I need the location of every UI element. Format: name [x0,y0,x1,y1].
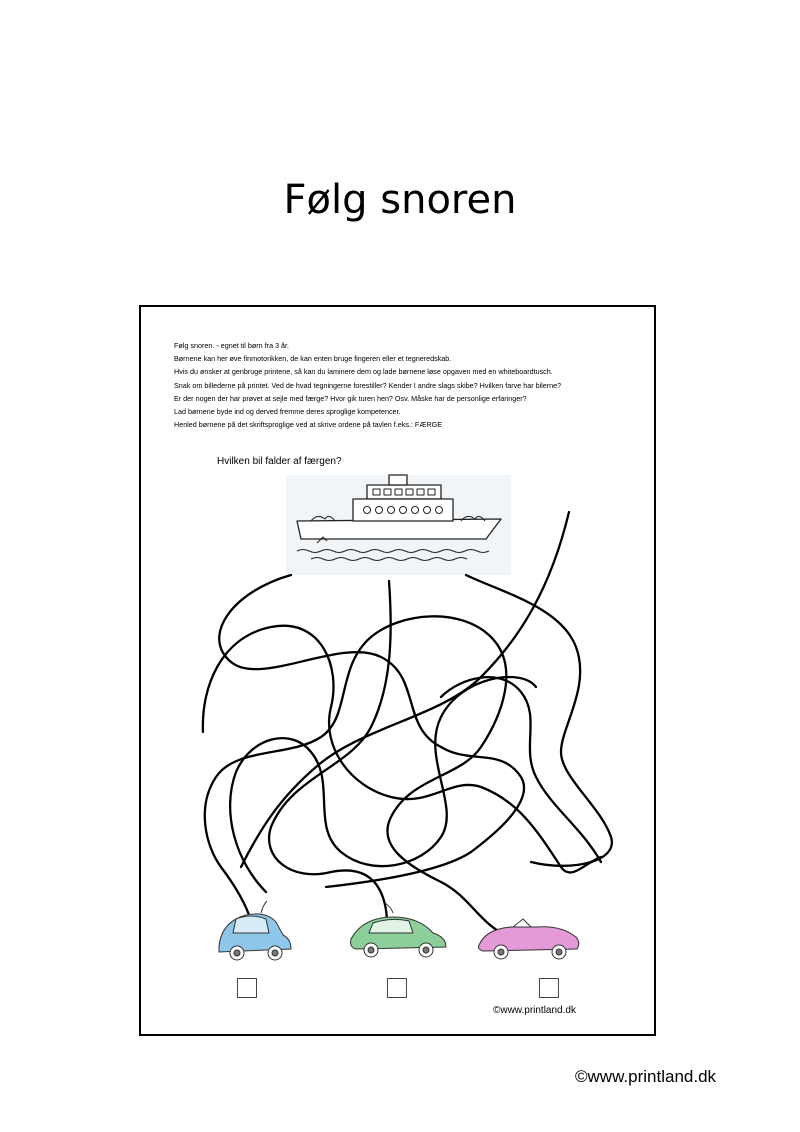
intro-line: Følg snoren. - egnet til børn fra 3 år. [174,341,290,350]
blue-car-icon [219,901,291,960]
page-title: Følg snoren [283,177,517,223]
maze-illustration [141,307,654,1034]
green-car-icon [351,903,446,957]
intro-line: Henled børnene på det skriftsproglige ved at skrive ordene på tavlen f.eks.: FÆRGE [174,420,443,430]
intro-line: Hvis du ønsker at genbruge printene, så kan du laminere dem og lade børnene løse opgaven med en whiteboardtusch. [174,367,553,377]
ferry-icon [286,475,511,575]
page-credit: ©www.printland.dk [575,1067,717,1086]
maze-question: Hvilken bil falder af færgen? [217,456,342,467]
worksheet-credit: ©www.printland.dk [493,1005,576,1016]
intro-line: Er der nogen der har prøvet at sejle med færge? Hvor gik turen hen? Osv. Måske har de personlige erfaringer? [174,393,527,403]
blue-car-checkbox[interactable] [237,978,257,998]
intro-line: Snak om billederne på printet. Ved de hvad tegningerne forestiller? Kender I andre slags skibe? Hvilken farve har bilerne? [174,380,562,390]
pink-convertible-icon [479,919,579,959]
pink-car-checkbox[interactable] [539,978,559,998]
intro-line: Børnene kan her øve finmotorikken, de kan enten bruge fingeren eller et tegneredskab. [174,354,452,364]
worksheet-frame [139,305,656,1036]
green-car-checkbox[interactable] [387,978,407,998]
maze-lines [203,512,612,950]
intro-line: Lad børnene byde ind og derved fremme deres sproglige kompetencer. [174,407,401,417]
